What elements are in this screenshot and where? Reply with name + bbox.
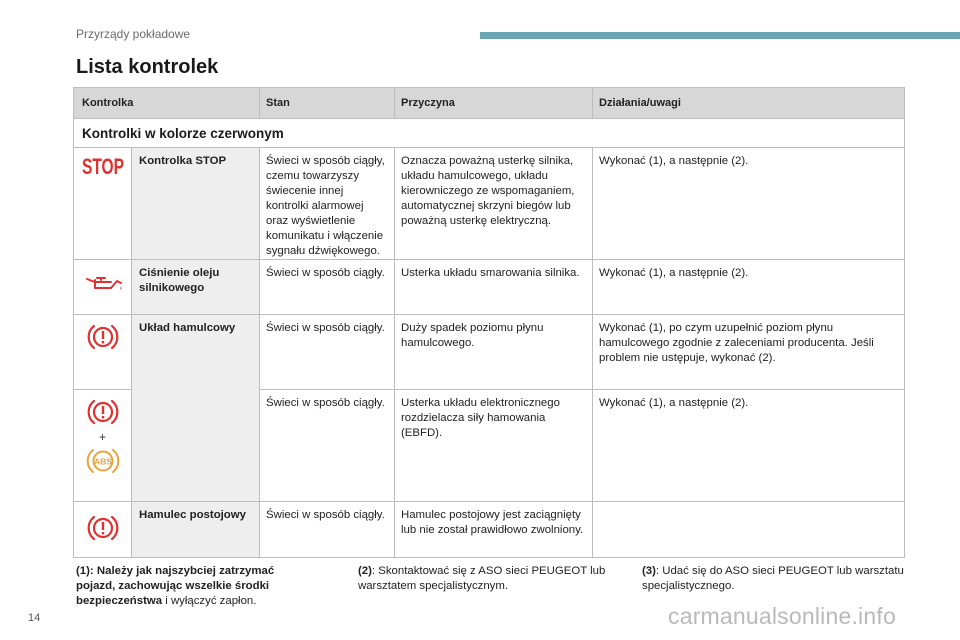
table-row [74, 260, 905, 315]
icon-cell [74, 315, 132, 390]
lamp-name: Układ hamulcowy [132, 315, 260, 502]
icon-cell [74, 148, 132, 260]
footnote-1-ref: (1) [76, 565, 90, 577]
lamp-state: Świeci w sposób ciągły. [260, 260, 395, 315]
lamp-cause: Hamulec postojowy jest zaciągnięty lub nie został prawidłowo zwolniony. [395, 502, 593, 558]
table-row [74, 315, 905, 390]
lamp-name: Kontrolka STOP [132, 148, 260, 260]
lamp-action: Wykonać (1), po czym uzupełnić poziom płynu hamulcowego zgodnie z zaleceniami producenta. Jeśli problem nie ustępuje, wykonać (2). [593, 315, 905, 390]
lamp-state: Świeci w sposób ciągły, czemu towarzyszy świecenie innej kontrolki alarmowej oraz wyświetlenie komunikatu i włączenie sygnału dźwiękowego. [260, 148, 395, 260]
watermark: carmanualsonline.info [668, 603, 896, 629]
table-row [74, 502, 905, 558]
icon-cell [74, 260, 132, 315]
footnote-1 [76, 564, 316, 609]
table-header-row [74, 88, 905, 119]
lamp-state: Świeci w sposób ciągły. [260, 390, 395, 502]
abs-icon-text: ABS [93, 456, 112, 467]
section-label: Przyrządy pokładowe [76, 27, 191, 41]
lamp-action: Wykonać (1), a następnie (2). [593, 260, 905, 315]
plus-sign: + [98, 430, 106, 444]
lamp-action [593, 502, 905, 558]
lamp-state: Świeci w sposób ciągły. [260, 315, 395, 390]
parking-brake-icon [87, 512, 119, 544]
stop-icon [80, 153, 126, 179]
stop-icon-text: STOP [81, 154, 124, 179]
brake-warning-icon [87, 321, 119, 353]
page-title: Lista kontrolek [76, 56, 219, 78]
column-header-cause: Przyczyna [395, 88, 593, 119]
section-row [74, 119, 905, 148]
lamp-name: Ciśnienie oleju silnikowego [132, 260, 260, 315]
abs-icon [86, 446, 120, 476]
footnote-3-ref: (3) [642, 565, 656, 577]
icon-cell [74, 502, 132, 558]
top-accent-bar [480, 32, 960, 39]
lamp-state: Świeci w sposób ciągły. [260, 502, 395, 558]
footnote-3 [642, 564, 904, 594]
lamp-cause: Usterka układu smarowania silnika. [395, 260, 593, 315]
lamp-action: Wykonać (1), a następnie (2). [593, 390, 905, 502]
warning-lamp-table [73, 87, 905, 558]
section-title: Kontrolki w kolorze czerwonym [74, 119, 905, 148]
footnote-2-ref: (2) [358, 565, 372, 577]
footnote-1-bold: : Należy jak najszybciej zatrzymać pojazd, zachowując wszelkie środki bezpieczeństwa [76, 565, 275, 607]
column-header-state: Stan [260, 88, 395, 119]
table-row [74, 148, 905, 260]
column-header-lamp: Kontrolka [74, 88, 260, 119]
lamp-cause: Duży spadek poziomu płynu hamulcowego. [395, 315, 593, 390]
footnote-2-text: : Skontaktować się z ASO sieci PEUGEOT lub warsztatem specjalistycznym. [358, 565, 606, 592]
page-number: 14 [28, 612, 41, 624]
lamp-cause: Usterka układu elektronicznego rozdzielacza siły hamowania (EBFD). [395, 390, 593, 502]
footnote-2 [358, 564, 620, 594]
footnote-3-text: : Udać się do ASO sieci PEUGEOT lub warsztatu specjalistycznego. [642, 565, 904, 592]
brake-warning-icon [87, 396, 119, 428]
lamp-action: Wykonać (1), a następnie (2). [593, 148, 905, 260]
footnote-1-text: i wyłączyć zapłon. [162, 595, 257, 607]
lamp-name: Hamulec postojowy [132, 502, 260, 558]
icon-cell [74, 390, 132, 502]
lamp-cause: Oznacza poważną usterkę silnika, układu hamulcowego, układu kierowniczego ze wspomaganiem, automatycznej skrzyni biegów lub poważną usterkę elektryczną. [395, 148, 593, 260]
column-header-action: Działania/uwagi [593, 88, 905, 119]
oil-can-icon [83, 272, 123, 294]
